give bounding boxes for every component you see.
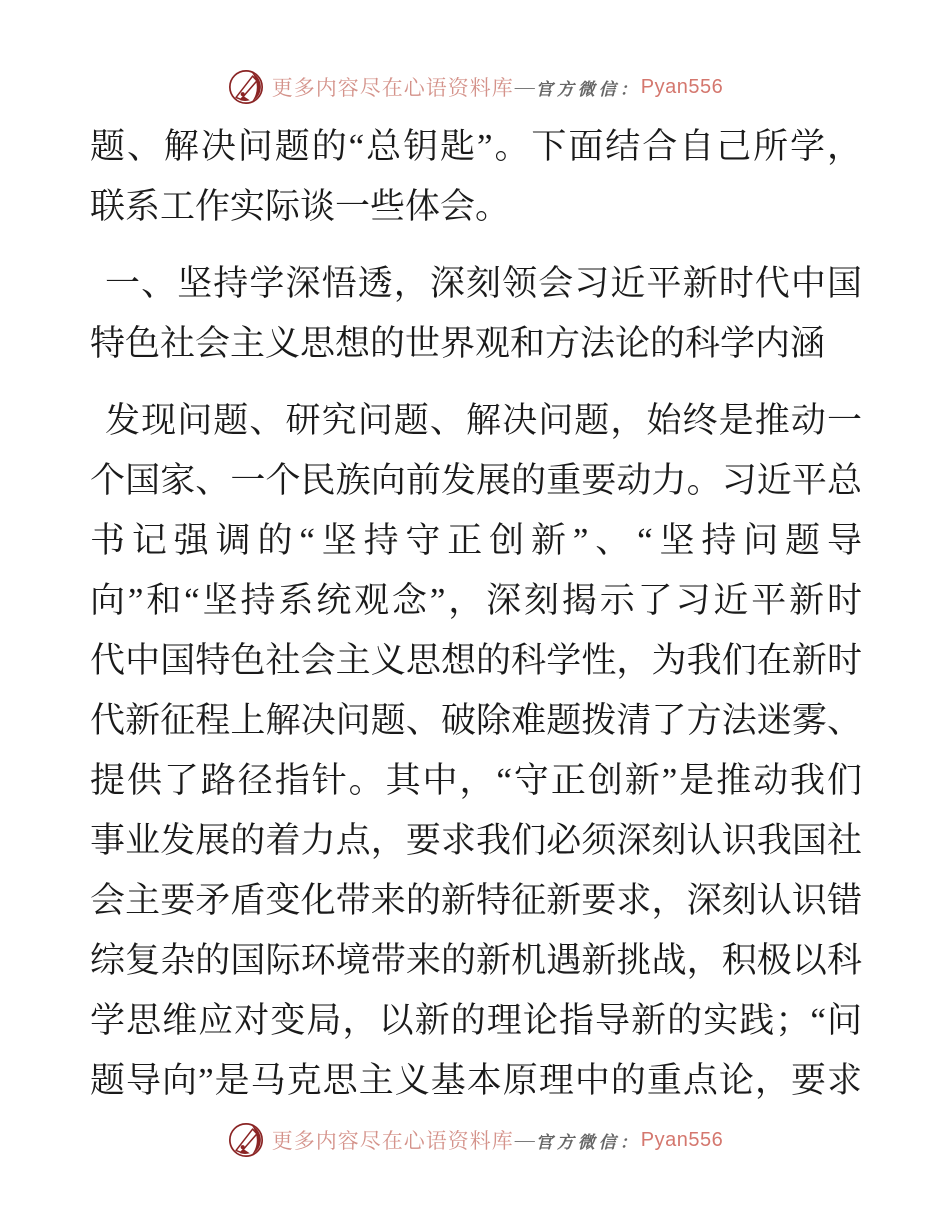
text-line: 综复杂的国际环境带来的新机遇新挑战，积极以科 (90, 941, 862, 980)
text-line: 代新征程上解决问题、破除难题拨清了方法迷雾、 (90, 701, 862, 740)
text-line: 学思维应对变局，以新的理论指导新的实践；“问 (90, 1001, 862, 1040)
brand-text: 更多内容尽在心语资料库 (271, 76, 514, 100)
brand-text: 更多内容尽在心语资料库 (271, 1129, 514, 1153)
text-line: 题导向”是马克思主义基本原理中的重点论，要求 (90, 1061, 862, 1100)
wechat-id: Pyan556 (640, 1128, 724, 1151)
text-line: 题、解决问题的“总钥匙”。下面结合自己所学， (90, 127, 862, 166)
text-line: 提供了路径指针。其中，“守正创新”是推动我们 (90, 761, 862, 800)
wechat-label: 官方微信： (535, 1132, 641, 1152)
section-heading-line: 一、坚持学深悟透，深刻领会习近平新时代中国 (105, 264, 862, 303)
text-line: 代中国特色社会主义思想的科学性，为我们在新时 (90, 641, 862, 680)
text-line: 向”和“坚持系统观念”，深刻揭示了习近平新时 (90, 581, 862, 620)
watermark-bottom (0, 1121, 950, 1159)
text-line: 个国家、一个民族向前发展的重要动力。习近平总 (90, 461, 862, 500)
document-body (90, 117, 862, 1111)
pen-seal-logo-icon (227, 1121, 265, 1159)
text-line: 事业发展的着力点，要求我们必须深刻认识我国社 (90, 821, 862, 860)
text-line: 联系工作实际谈一些体会。 (90, 187, 511, 226)
wechat-id: Pyan556 (640, 75, 724, 98)
dash-separator: — (514, 75, 535, 98)
text-line: 书记强调的“坚持守正创新”、“坚持问题导 (90, 521, 862, 560)
text-line: 会主要矛盾变化带来的新特征新要求，深刻认识错 (90, 881, 862, 920)
pen-seal-logo-icon (227, 68, 265, 106)
section-heading-line: 特色社会主义思想的世界观和方法论的科学内涵 (90, 324, 826, 363)
wechat-label: 官方微信： (535, 79, 641, 99)
text-line: 发现问题、研究问题、解决问题，始终是推动一 (105, 401, 862, 440)
watermark-top (0, 68, 950, 106)
dash-separator: — (514, 1128, 535, 1151)
